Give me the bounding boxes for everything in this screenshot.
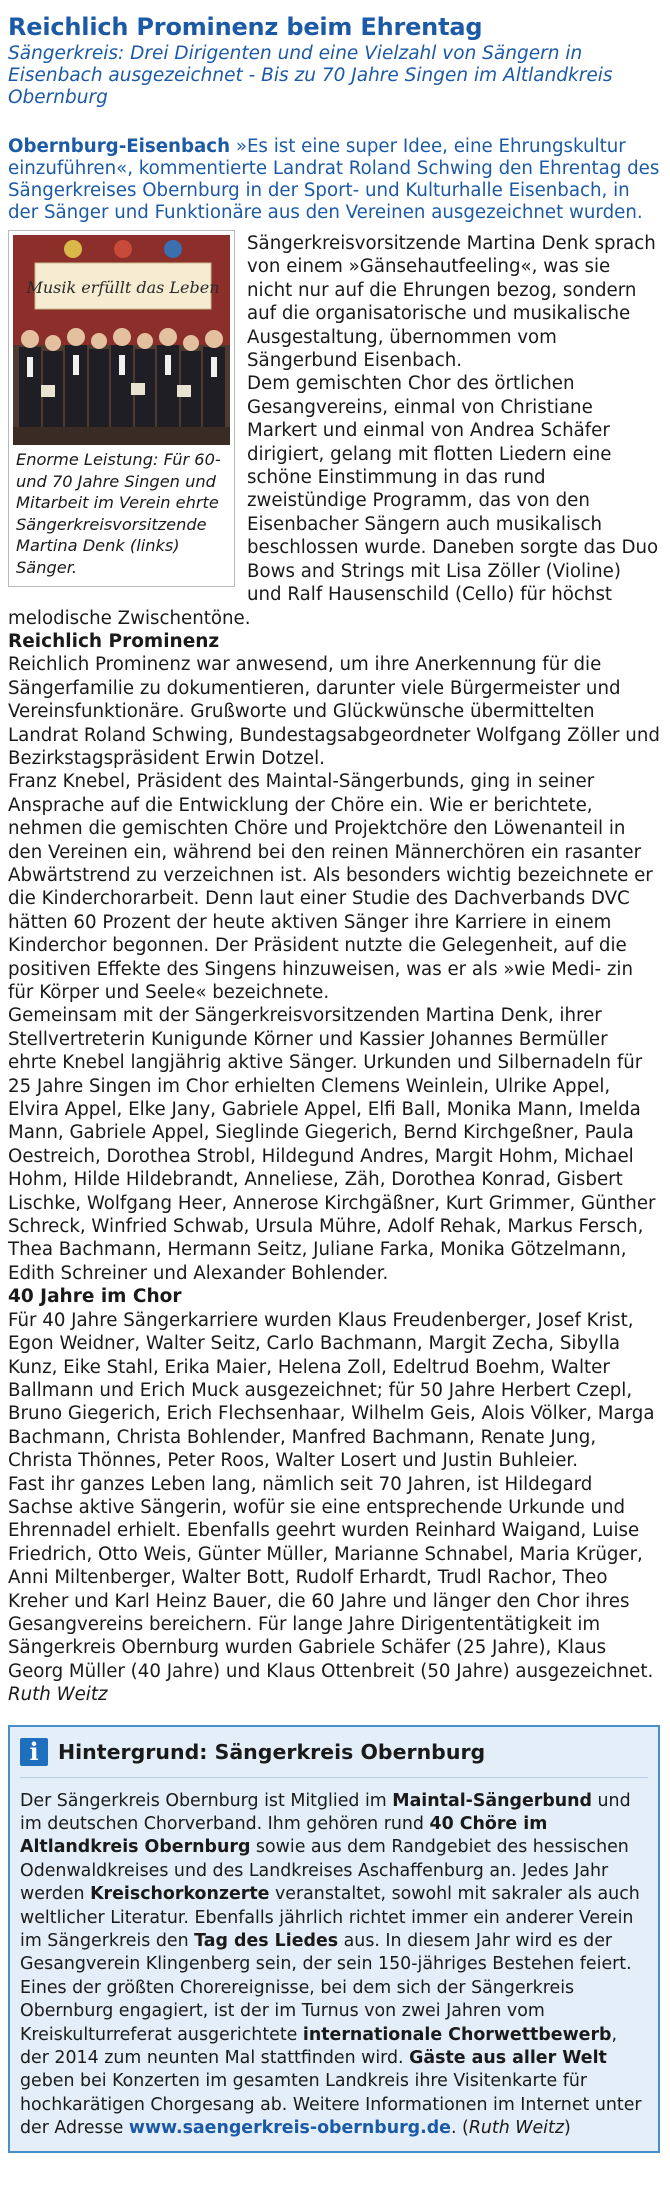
infobox-text: , der 2014 zum neunten Mal stattfinden wird. [20, 2024, 617, 2069]
paragraph: Reichlich Prominenz war anwesend, um ihre Anerkennung für die Sängerfamilie zu dokumentieren, darunter viele Bürgermeister und Vereinsfunktionäre. Grußworte und Glückwünsche übermittelten Landrat Roland Schwing, Bundestagsabgeordneter Wolfgang Zöller und Bezirkstagspräsident Erwin Dotzel. [8, 654, 660, 769]
article-author: Ruth Weitz [8, 1684, 108, 1706]
article-subline: Sängerkreis: Drei Dirigenten und eine Vielzahl von Sängern in Eisenbach ausgezeichnet - Bis zu 70 Jahre Singen im Altlandkreis Obernburg [8, 43, 613, 108]
paragraph: Dem gemischten Chor des örtlichen Gesangvereins, einmal von Christiane Markert und einmal von Andrea Schäfer dirigiert, gelang mit flotten Liedern eine schöne Einstimmung in das rund zweistündige Programm, das von den Eisenbacher Sängern auch musikalisch beschlossen wurde. Daneben sorgte das Duo Bows and Strings mit Lisa Zöller (Violine) und Ralf Hausenschild (Cello) für höchst melodische Zwischentöne. [8, 373, 659, 629]
infobox-bold: 40 Chöre im Altlandkreis Obernburg [20, 1814, 548, 1858]
background-infobox [8, 1725, 660, 2153]
infobox-text: aus. In diesem Jahr wird es der Gesangverein Klingenberg sein, der sein 150-jähriges Bestehen feiert. Eines der größten Chorereignisse, bei dem sich der Sängerkreis Obernburg engagiert, ist der im Turnus von zwei Jahren vom Kreiskulturreferat ausgerichtete [20, 1931, 632, 2045]
lead-text: »Es ist eine super Idee, eine Ehrungskultur einzuführen«, kommentierte Landrat Roland Schwing den Ehrentag des Sängerkreises Obernburg in der Sport- und Kulturhalle Eisenbach, in der Sänger und Funktionäre aus den Vereinen ausgezeichnet wurden. [8, 136, 660, 223]
infobox-text: . ( [450, 2118, 469, 2139]
paragraph: Gemeinsam mit der Sängerkreisvorsitzenden Martina Denk, ihrer Stellvertreterin Kunigunde Körner und Kassier Johannes Bermüller ehrte Knebel langjährig aktive Sänger. Urkunden und Silbernadeln für 25 Jahre Singen im Chor erhielten Clemens Weinlein, Ulrike Appel, Elvira Appel, Elke Jany, Gabriele Appel, Elfi Ball, Monika Mann, Imelda Mann, Gabriele Appel, Sieglinde Giegerich, Bernd Kirchgeßner, Paula Oestreich, Dorothea Strobl, Hildegund Andres, Margit Hohm, Michael Hohm, Hilde Hildebrandt, Anneliese, Zäh, Dorothea Konrad, Gisbert Lischke, Wolfgang Heer, Annerose Kirchgäßner, Kurt Grimmer, Günther Schreck, Winfried Schwab, Ursula Mühre, Adolf Rehak, Markus Fersch, Thea Bachmann, Hermann Seitz, Juliane Farka, Monika Götzelmann, Edith Schreiner und Alexander Bohlender. [8, 1005, 656, 1284]
infobox-body [20, 1777, 648, 2141]
infobox-author: Ruth Weitz [468, 2118, 564, 2139]
subhead-reichlich-prominenz: Reichlich Prominenz [8, 630, 220, 652]
article-figure [8, 230, 235, 587]
infobox-bold: Kreischorkonzerte [90, 1884, 270, 1905]
article-lead [8, 136, 660, 224]
subhead-40-jahre: 40 Jahre im Chor [8, 1286, 182, 1308]
infobox-text: sowie aus dem Randgebiet des hessischen Odenwaldkreises und des Landkreises Aschaffenburg an. Jedes Jahr werden [20, 1837, 629, 1905]
infobox-text: Der Sängerkreis Obernburg ist Mitglied im [20, 1790, 393, 1811]
paragraph: Sängerkreisvorsitzende Martina Denk sprach von einem »Gänsehautfeeling«, was sie nicht nur auf die Ehrungen bezog, sondern auf die organisatorische und musikalische Ausgestaltung, übernommen vom Sängerbund Eisenbach. [247, 233, 656, 372]
info-icon: i [20, 1738, 48, 1766]
paragraph: Fast ihr ganzes Leben lang, nämlich seit 70 Jahren, ist Hildegard Sachse aktive Sängerin, wofür sie eine entsprechende Urkunde und Ehrennadel erhielt. Ebenfalls geehrt wurden Reinhard Waigand, Luise Friedrich, Otto Weis, Günter Müller, Marianne Schnabel, Maria Krüger, Anni Miltenberger, Walter Bott, Rudolf Erhardt, Trudl Rachor, Theo Kreher und Karl Heinz Bauer, die 60 Jahre und länger den Chor ihres Gesangvereins bereichern. Für lange Jahre Dirigententätigkeit im Sängerkreis Obernburg wurden Gabriele Schäfer (25 Jahre), Klaus Georg Müller (40 Jahre) und Klaus Ottenbreit (50 Jahre) ausgezeichnet. [8, 1473, 654, 1682]
infobox-bold: Gäste aus aller Welt [409, 2048, 607, 2069]
banner-text: Musik erfüllt das Leben [26, 278, 220, 297]
infobox-text: und im deutschen Chorverband. Ihm gehören rund [20, 1790, 631, 1834]
infobox-bold: Maintal-Sängerbund [392, 1790, 592, 1811]
paragraph: Franz Knebel, Präsident des Maintal-Sängerbunds, ging in seiner Ansprache auf die Entwicklung der Chöre ein. Wie er berichtete, nehmen die gemischten Chöre und Projektchöre den Löwenanteil in den Vereinen ein, während bei den reinen Männerchören ein rasanter Abwärtstrend zu verzeichnen ist. Als besonders wichtig bezeichnete er die Kinderchorarbeit. Denn laut einer Studie des Dachverbands DVC hätten 60 Prozent der heute aktiven Sänger ihre Karriere in einem Kinderchor begonnen. Der Präsident nutzte die Gelegenheit, auf die positiven Effekte des Singens hinzuweisen, was er als »wie Medi- zin für Körper und Seele« bezeichnete. [8, 771, 653, 1003]
figure-caption: Enorme Leistung: Für 60- und 70 Jahre Singen und Mitarbeit im Verein ehrte Sängerkreisvorsitzende Martina Denk (links) Sänger. [16, 450, 221, 577]
infobox-text: veranstaltet, sowohl mit sakraler als auch weltlicher Literatur. Ebenfalls jährlich richtet immer ein anderer Verein im Sängerkreis den [20, 1884, 640, 1952]
infobox-bold: internationale Chorwettbewerb [302, 2024, 612, 2045]
choir-photo [13, 235, 230, 445]
article-body [8, 224, 660, 1707]
infobox-text: geben bei Konzerten im gesamten Landkreis ihre Visitenkarte für hochkarätigen Chorgesang ab. Weitere Informationen im Internet unter der Adresse [20, 2071, 642, 2139]
paragraph: Für 40 Jahre Sängerkarriere wurden Klaus Freudenberger, Josef Krist, Egon Weidner, Walter Seitz, Carlo Bachmann, Margit Zecha, Sibylla Kunz, Eike Stahl, Erika Maier, Helena Zoll, Edeltrud Boehm, Walter Ballmann und Erich Muck ausgezeichnet; für 50 Jahre Herbert Czepl, Bruno Giegerich, Erich Flechsenhaar, Wilhelm Geis, Alois Völker, Marga Bachmann, Christa Bohlender, Manfred Bachmann, Renate Jung, Christa Thönnes, Peter Roos, Walter Losert und Justin Buhleier. [8, 1309, 655, 1472]
infobox-bold: Tag des Liedes [194, 1931, 339, 1952]
website-link[interactable]: www.saengerkreis-obernburg.de [128, 2118, 451, 2139]
article-headline: Reichlich Prominenz beim Ehrentag [8, 13, 483, 41]
infobox-header [20, 1727, 648, 1777]
infobox-title: Hintergrund: Sängerkreis Obernburg [58, 1739, 486, 1764]
lead-location: Obernburg-Eisenbach [8, 136, 231, 157]
infobox-text: ) [563, 2118, 571, 2139]
